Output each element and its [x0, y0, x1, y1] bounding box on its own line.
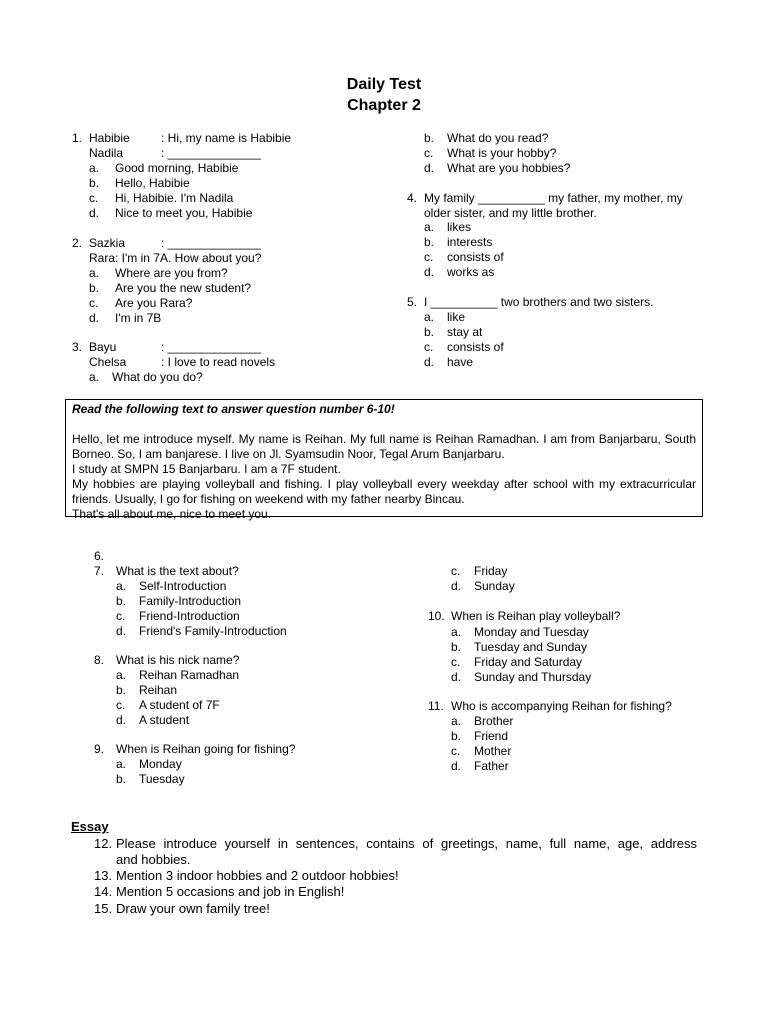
option-text: Reihan [139, 683, 178, 697]
speaker: Habibie [89, 131, 130, 145]
option-letter: a. [89, 266, 100, 280]
option-text: Friday [474, 564, 508, 578]
option-text: What are you hobbies? [447, 161, 571, 175]
question-number: 1. [72, 131, 83, 145]
option-text: Brother [474, 714, 514, 728]
option-letter: b. [424, 325, 435, 339]
option-letter: b. [116, 594, 127, 608]
option-text: Mother [474, 744, 512, 758]
question-text: I __________ two brothers and two sisters. [424, 295, 654, 309]
option-letter: b. [116, 772, 127, 786]
question-text: What is the text about? [116, 564, 239, 578]
option-letter: a. [116, 668, 127, 682]
option-letter: c. [89, 296, 99, 310]
option-letter: a. [116, 757, 127, 771]
question-number: 9. [94, 742, 105, 756]
option-text: Sunday and Thursday [474, 670, 592, 684]
option-text: Nice to meet you, Habibie [115, 206, 253, 220]
question-text: older sister, and my little brother. [424, 206, 597, 220]
option-text: interests [447, 235, 493, 249]
option-letter: c. [424, 340, 434, 354]
option-letter: c. [451, 564, 461, 578]
option-text: Monday [139, 757, 182, 771]
option-text: consists of [447, 250, 504, 264]
question-text: What is his nick name? [116, 653, 240, 667]
option-letter: b. [89, 281, 100, 295]
option-letter: a. [424, 310, 435, 324]
option-text: Hello, Habibie [115, 176, 190, 190]
essay-number: 14. [94, 884, 113, 899]
option-text: Sunday [474, 579, 515, 593]
question-number: 3. [72, 340, 83, 354]
speaker: Nadila [89, 146, 124, 160]
dialogue-line: : Hi, my name is Habibie [161, 131, 292, 145]
option-text: What is your hobby? [447, 146, 557, 160]
essay-heading: Essay [71, 819, 109, 834]
option-letter: b. [424, 235, 435, 249]
question-number: 2. [72, 236, 83, 250]
option-text: consists of [447, 340, 504, 354]
option-text: Tuesday and Sunday [474, 640, 587, 654]
essay-number: 12. [94, 836, 113, 851]
essay-question: and hobbies. [116, 852, 191, 867]
option-text: Monday and Tuesday [474, 625, 589, 639]
option-letter: c. [116, 698, 126, 712]
question-text: When is Reihan play volleyball? [451, 609, 621, 623]
option-letter: d. [116, 713, 127, 727]
option-letter: d. [89, 206, 100, 220]
option-text: likes [447, 220, 472, 234]
option-letter: d. [424, 265, 435, 279]
option-text: Good morning, Habibie [115, 161, 239, 175]
option-letter: a. [116, 579, 127, 593]
question-text: Who is accompanying Reihan for fishing? [451, 699, 672, 713]
option-text: Hi, Habibie. I'm Nadila [115, 191, 234, 205]
speaker: Bayu [89, 340, 117, 354]
option-letter: c. [451, 744, 461, 758]
option-text: Friend [474, 729, 509, 743]
passage-instruction: Read the following text to answer question number 6-10! [72, 402, 395, 416]
option-letter: d. [424, 161, 435, 175]
option-letter: b. [424, 131, 435, 145]
question-number: 8. [94, 653, 105, 667]
speaker: Sazkia [89, 236, 126, 250]
option-text: What do you do? [112, 370, 203, 384]
question-number: 10. [428, 609, 445, 623]
essay-question: Mention 3 indoor hobbies and 2 outdoor hobbies! [116, 868, 399, 883]
option-letter: b. [451, 640, 462, 654]
essay-number: 15. [94, 901, 113, 916]
passage-paragraph: That's all about me, nice to meet you. [72, 507, 272, 521]
option-letter: c. [424, 146, 434, 160]
page-subtitle: Chapter 2 [347, 97, 421, 114]
option-text: Where are you from? [115, 266, 228, 280]
option-letter: a. [451, 625, 462, 639]
question-number: 11. [428, 699, 444, 713]
option-text: have [447, 355, 474, 369]
dialogue-line: : ______________ [161, 236, 262, 250]
option-letter: d. [451, 579, 462, 593]
option-letter: c. [424, 250, 434, 264]
dialogue-line: : ______________ [161, 340, 262, 354]
option-letter: b. [89, 176, 100, 190]
question-text: My family __________ my father, my mother, my [424, 191, 683, 205]
passage-paragraph: My hobbies are playing volleyball and fishing. I play volleyball every weekday after school with my extracurricular friends. Usually, I go for fishing on weekend with my father nearby Bincau. [72, 477, 696, 506]
option-letter: c. [451, 655, 461, 669]
dialogue-line: Rara: I'm in 7A. How about you? [89, 251, 262, 265]
option-letter: b. [451, 729, 462, 743]
option-letter: d. [451, 759, 462, 773]
passage-paragraph: Hello, let me introduce myself. My name is Reihan. My full name is Reihan Ramadhan. I am from Banjarbaru, South Borneo. So, I am banjarese. I live on Jl. Syamsudin Noor, Tegal Arum Banjarbaru. [72, 432, 696, 461]
question-number: 6. [94, 549, 105, 563]
option-text: A student of 7F [139, 698, 220, 712]
option-letter: a. [451, 714, 462, 728]
passage-paragraph: I study at SMPN 15 Banjarbaru. I am a 7F student. [72, 462, 341, 476]
option-text: Tuesday [139, 772, 185, 786]
option-letter: a. [89, 370, 100, 384]
option-letter: d. [451, 670, 462, 684]
option-text: like [447, 310, 466, 324]
reading-passage-box [65, 399, 703, 521]
option-text: Friend's Family-Introduction [139, 624, 287, 638]
question-text: When is Reihan going for fishing? [116, 742, 296, 756]
speaker: Chelsa [89, 355, 127, 369]
option-text: Family-Introduction [139, 594, 242, 608]
option-text: works as [447, 265, 495, 279]
option-text: I'm in 7B [115, 311, 162, 325]
option-text: Friend-Introduction [139, 609, 240, 623]
option-letter: b. [116, 683, 127, 697]
essay-question: Please introduce yourself in sentences, contains of greetings, name, full name, age, address [116, 836, 697, 851]
option-text: Self-Introduction [139, 579, 227, 593]
option-text: Are you the new student? [115, 281, 252, 295]
option-letter: c. [89, 191, 99, 205]
essay-number: 13. [94, 868, 113, 883]
dialogue-line: : I love to read novels [161, 355, 276, 369]
question-number: 7. [94, 564, 105, 578]
essay-question: Draw your own family tree! [116, 901, 270, 916]
essay-question: Mention 5 occasions and job in English! [116, 884, 345, 899]
question-number: 5. [407, 295, 418, 309]
option-letter: a. [89, 161, 100, 175]
option-text: Reihan Ramadhan [139, 668, 240, 682]
option-letter: d. [116, 624, 127, 638]
option-text: Father [474, 759, 509, 773]
option-letter: d. [89, 311, 100, 325]
option-letter: a. [424, 220, 435, 234]
option-text: Are you Rara? [115, 296, 193, 310]
option-text: What do you read? [447, 131, 549, 145]
option-text: A student [139, 713, 190, 727]
question-number: 4. [407, 191, 418, 205]
option-text: stay at [447, 325, 483, 339]
option-letter: d. [424, 355, 435, 369]
page-title: Daily Test [346, 76, 422, 93]
dialogue-line: : ______________ [161, 146, 262, 160]
option-letter: c. [116, 609, 126, 623]
option-text: Friday and Saturday [474, 655, 583, 669]
